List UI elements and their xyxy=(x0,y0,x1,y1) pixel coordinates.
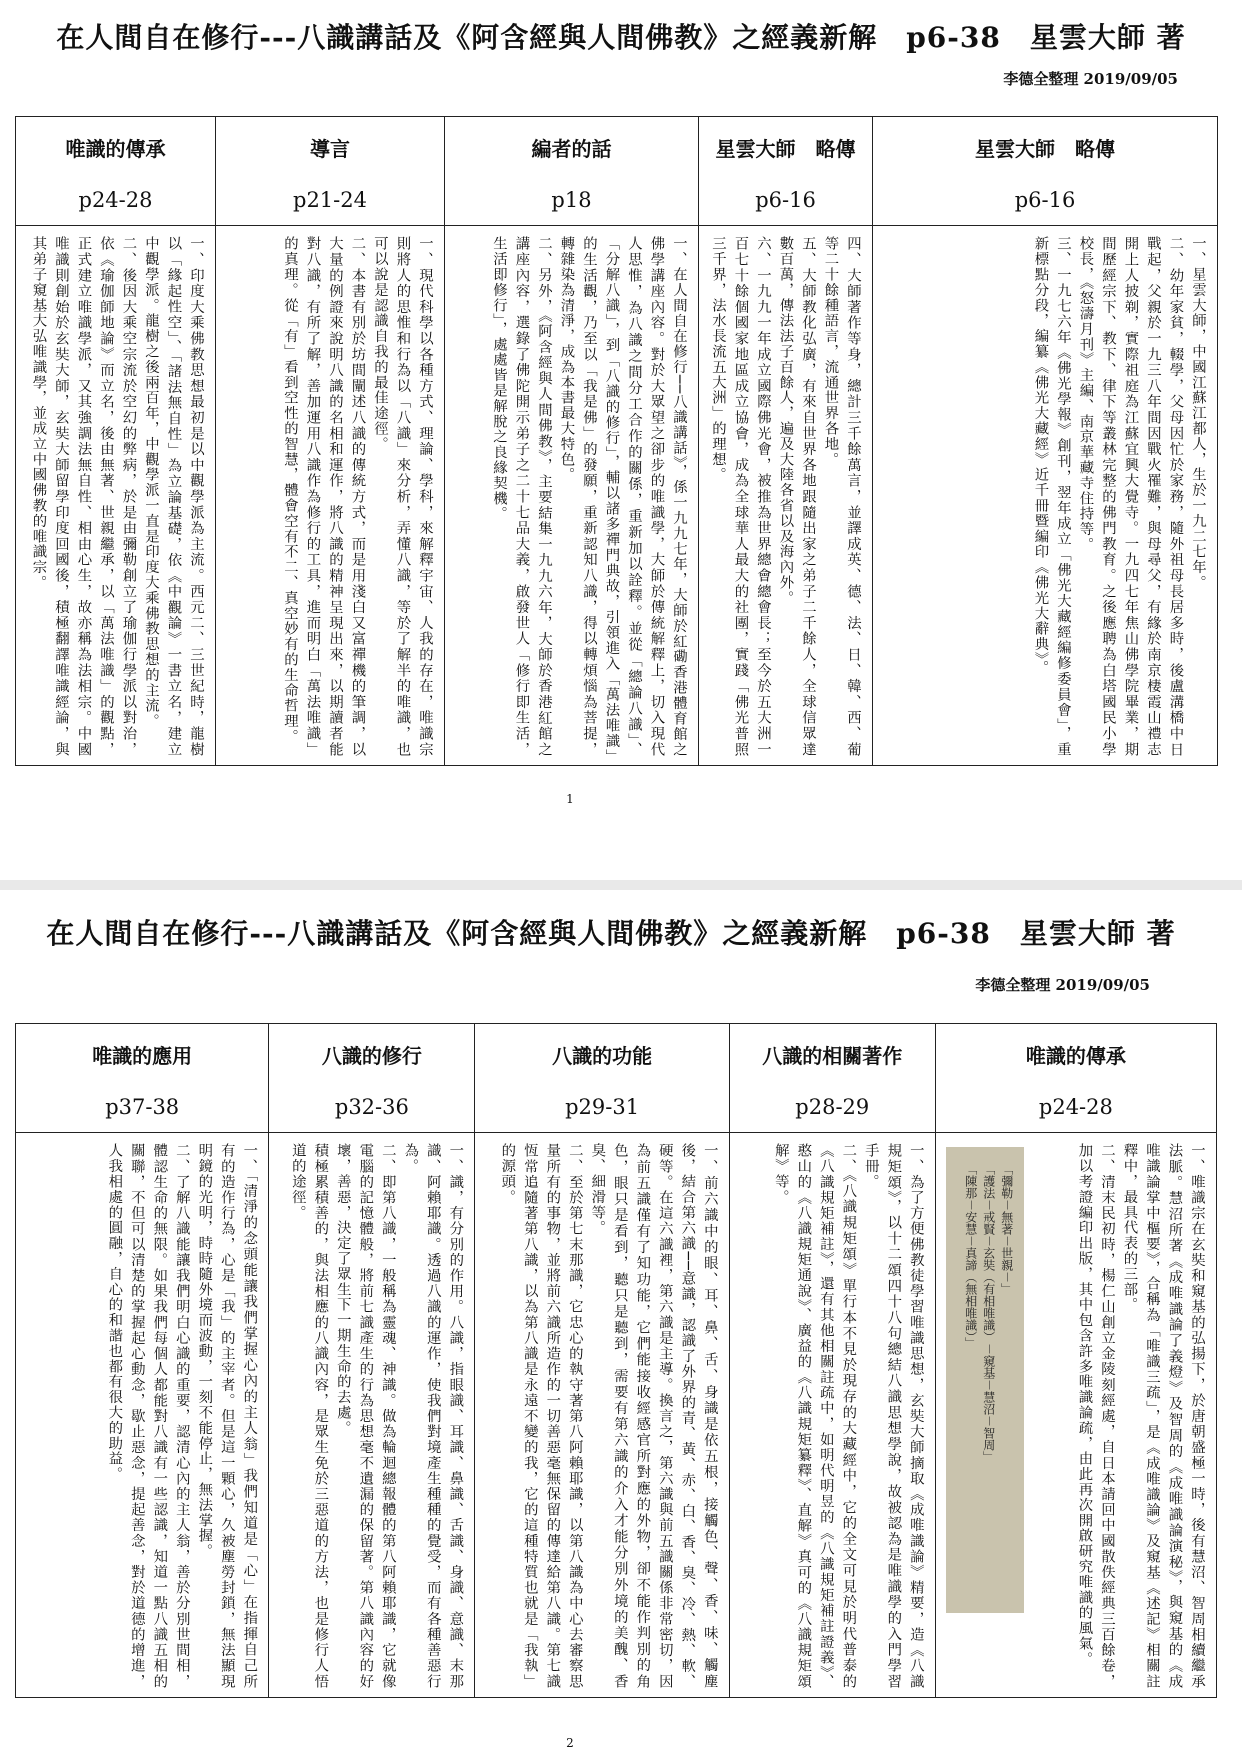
page-gap xyxy=(0,880,1242,890)
paragraph: 二、後因大乘空宗流於空幻的弊病，於是由彌勒創立了瑜伽行學派以對治，依《瑜伽師地論》而立名，後由無著、世親繼承，以「萬法唯識」的觀點，正式建立唯識學派，又其強調法無自性、相由心生，故亦稱為法相宗。中國唯識則創始於玄奘大師，玄奘大師留學印度回國後，積極翻譯唯識經論，與其弟子窺基大弘唯識學，並成立中國佛教的唯識宗。 xyxy=(30,236,137,757)
column-header: 八識的相關著作 p28-29 xyxy=(729,1024,935,1133)
page-number: 2 xyxy=(566,1736,574,1750)
vertical-text xyxy=(881,236,1209,757)
vertical-text xyxy=(277,1143,466,1689)
vertical-text xyxy=(224,236,436,757)
column-header: 八識的功能 p29-31 xyxy=(475,1024,729,1133)
column-body xyxy=(216,226,445,766)
column-body xyxy=(16,1133,269,1698)
page-title: 在人間自在修行---八識講話及《阿含經與人間佛教》之經義新解 p6-38 星雲大師 著 xyxy=(46,917,1176,950)
column-header: 唯識的傳承 p24-28 xyxy=(16,117,216,226)
column-header: 唯識的傳承 p24-28 xyxy=(935,1024,1216,1133)
paragraph: 二、至於第七末那識，它忠心的執守著第八阿賴耶識，以第八識為中心去審察思量所有的事物，並將前六識所造作的一切善惡毫無保留的傳達給第八識。第七識恆常追隨著第八識，以為第八識是永遠不變的我，它的這種特質也就是「我執」的源頭。 xyxy=(499,1143,583,1689)
vertical-text xyxy=(738,1143,927,1689)
summary-table xyxy=(15,116,1218,766)
vertical-text xyxy=(1036,1143,1208,1689)
column-body xyxy=(873,226,1218,766)
paragraph: 二、了解八識能讓我們明白心識的重要，認清心內的主人翁，善於分別世間相，體認生命的無限。如果我們每個人都能對八識有一些認識，知道一點八識五相的關聯，不但可以清楚的掌握起心動念，歇止惡念，提起善念，對於道德的增進，人我相處的圓融，自心的和諧也都有很大的助益。 xyxy=(106,1143,190,1689)
paragraph: 四、大師著作等身，總計三千餘萬言，並譯成英、德、法、日、韓、西、葡等二十餘種語言，流通世界各地。 xyxy=(822,236,861,757)
column-body xyxy=(475,1133,729,1698)
summary-table xyxy=(15,1023,1217,1698)
paragraph: 一、在人間自在修行──八識講話》，係一九九七年，大師於紅磡香港體育館之佛學講座內容。對於大眾望之卻步的唯識學，大師於傳統解釋上，切入現代人思惟，為八識之間分工合作的關係，重新加以詮釋。並從「總論八識」、「分解八識」，到「八識的修行」，輔以諸多禪門典故，引領進入「萬法唯識」的生活觀，乃至以「我是佛」的發願，重新認知八識，得以轉煩惱為菩提，轉雜染為清淨，成為本書最大特色。 xyxy=(558,236,687,757)
column-header: 星雲大師 略傳 p6-16 xyxy=(699,117,873,226)
paragraph: 五、大師教化弘廣，有來自世界各地跟隨出家之弟子二千餘人，全球信眾達數百萬，傳法法子百餘人，遍及大陸各省以及海內外。 xyxy=(777,236,816,757)
paragraph: 一、識，有分別的作用。八識，指眼識、耳識、鼻識、舌識、身識、意識、末那識、阿賴耶識。透過八識的運作，使我們對境產生種種的覺受，而有各種善惡行為。 xyxy=(402,1143,464,1689)
editor-credit: 李德全整理 2019/09/05 xyxy=(1003,70,1178,88)
paragraph: 二、幼年家貧，輟學，父母因忙於家務，隨外祖母長居多時，後盧溝橋中日戰起，父親於一九三八年間因戰火罹難，與母尋父，有緣於南京棲霞山禮志開上人披剃，實際祖庭為江蘇宜興大覺寺。一九四七年焦山佛學院畢業，期間歷經宗下、教下、律下等叢林完整的佛門教育。之後應聘為白塔國民小學校長，《怒濤月刊》主編、南京華藏寺住持等。 xyxy=(1077,236,1184,757)
page-2 xyxy=(0,890,1242,1755)
vertical-text xyxy=(453,236,690,757)
paragraph: 二、清末民初時，楊仁山創立金陵刻經處，自日本請回中國散佚經典三百餘卷，加以考證編印出版，其中包含許多唯識論疏，由此再次開啟研究唯識的風氣。 xyxy=(1076,1143,1115,1689)
paragraph: 二、另外，《阿含經與人間佛教》，主要結集一九九六年，大師於香港紅館之講座內容，選錄了佛陀開示弟子之二十七品大義，啟發世人「修行即生活，生活即修行」，處處皆是解脫之良緣契機。 xyxy=(491,236,552,757)
lineage-stamp: 「彌勒－無著－世親－」 「護法－戒賢－玄奘（有相唯識）－窺基－慧沼－智周」 「陳那－安慧－真諦（無相唯識）」 xyxy=(946,1147,1024,1613)
vertical-text xyxy=(707,236,864,757)
paragraph: 二、即第八識，一般稱為靈魂、神識。做為輪迴總報體的第八阿賴耶識，它就像電腦的記憶體般，將前七識產生的行為思想毫不遺漏的保留著。第八識內容的好壞，善惡，決定了眾生下一期生命的去處。 xyxy=(334,1143,396,1689)
paragraph: 一、為了方便佛教徒學習唯識思想，玄奘大師摘取《成唯識論》精要，造《八識規矩頌》，以十二頌四十八句總結八識思想學說，故被認為是唯識學的入門學習手冊。 xyxy=(862,1143,924,1689)
editor-credit: 李德全整理 2019/09/05 xyxy=(975,976,1150,994)
paragraph: 二、《八識規矩頌》單行本不見於現存的大藏經中，它的全文可見於明代普泰的《八識規矩補註》，還有其他相關註疏中，如明代明昱的《八識規矩補註證義》、憨山的《八識規矩通說》、廣益的《八識規矩纂釋》、直解》真可的《八識規矩頌解》等。 xyxy=(772,1143,857,1689)
paragraph: 六、一九九一年成立國際佛光會，被推為世界總會總會長；至今於五大洲一百七十餘個國家地區成立協會，成為全球華人最大的社團，實踐「佛光普照三千界，法水長流五大洲」的理想。 xyxy=(710,236,771,757)
column-body xyxy=(445,226,699,766)
paragraph: 一、星雲大師，中國江蘇江都人，生於一九二七年。 xyxy=(1190,236,1206,591)
paragraph: 二、本書有別於坊間闡述八識的傳統方式，而是用淺白又富禪機的筆調，以大量的例證來說明八識的名相和運作，將八識的精神呈現出來，以期讀者能對八識，有所了解，善加運用八識作為修行的工具，進而明白「萬法唯識」的真理。從「有」看到空性的智慧，體會空有不二、真空妙有的生命哲理。 xyxy=(282,236,366,757)
vertical-text xyxy=(24,1143,260,1689)
column-body xyxy=(699,226,873,766)
paragraph: 三、一九七六年《佛光學報》創刊，翌年成立「佛光大藏經編修委員會」，重新標點分段，編纂《佛光大藏經》近千冊暨編印《佛光大辭典》。 xyxy=(1032,236,1071,757)
page-number: 1 xyxy=(566,792,574,806)
column-header: 八識的修行 p32-36 xyxy=(269,1024,475,1133)
paragraph: 一、前六識中的眼、耳、鼻、舌、身識是依五根，接觸色、聲、香、味、觸塵後，結合第六識──意識，認識了外界的青、黃、赤、白、香、臭、冷、熱、軟、硬等。在這六識裡，第六識是主導。換言之，第六識與前五識關係非常密切，因為前五識僅有了知功能，它們能接收經感官所對應的外物，卻不能作判別的角色，眼只是看到，聽只是聽到，需要有第六識的介入才能分別外境的美醜、香臭、細滑等。 xyxy=(589,1143,718,1689)
vertical-text xyxy=(483,1143,720,1689)
paragraph: 一、「清淨的念頭能讓我們掌握心內的主人翁」我們知道是「心」在指揮自己所有的造作行為，心是「我」的主宰者。但是這一顆心，久被塵勞封鎖，無法顯現明鏡的光明，時時隨外境而波動，一刻不能停止，無法掌握。 xyxy=(196,1143,258,1689)
paragraph: 一、印度大乘佛教思想最初是以中觀學派為主流。西元二、三世紀時，龍樹以「緣起性空」、「諸法無自性」為立論基礎，依《中觀論》一書立名，建立中觀學派。龍樹之後兩百年，中觀學派一直是印度大乘佛教思想的主流。 xyxy=(143,236,204,757)
page-title: 在人間自在修行---八識講話及《阿含經與人間佛教》之經義新解 p6-38 星雲大師 著 xyxy=(56,21,1186,54)
column-header: 編者的話 p18 xyxy=(445,117,699,226)
column-header: 導言 p21-24 xyxy=(216,117,445,226)
column-body xyxy=(729,1133,935,1698)
paragraph: 一、唯識宗在玄奘和窺基的弘揚下，於唐朝盛極一時，後有慧沼、智周相續繼承法脈。慧沼所著《成唯識論了義燈》及智周的《成唯識論演秘》，與窺基的《成唯識論掌中樞要》，合稱為「唯識三疏」，是《成唯識論》及窺基《述記》相關註釋中，最具代表的三部。 xyxy=(1121,1143,1205,1689)
column-body xyxy=(269,1133,475,1698)
column-body xyxy=(935,1133,1216,1698)
column-header: 唯識的應用 p37-38 xyxy=(16,1024,269,1133)
column-header: 星雲大師 略傳 p6-16 xyxy=(873,117,1218,226)
paragraph: 積極累積善的，與法相應的八識內容，是眾生免於三惡道的方法，也是修行人悟道的途徑。 xyxy=(289,1143,329,1689)
vertical-text xyxy=(24,236,207,757)
column-body xyxy=(16,226,216,766)
paragraph: 一、現代科學以各種方式、理論、學科，來解釋宇宙、人我的存在，唯識宗則將人的思惟和行為以「八識」來分析，弄懂八識，等於了解半的唯識，也可以說是認識自我的最佳途徑。 xyxy=(372,236,433,757)
